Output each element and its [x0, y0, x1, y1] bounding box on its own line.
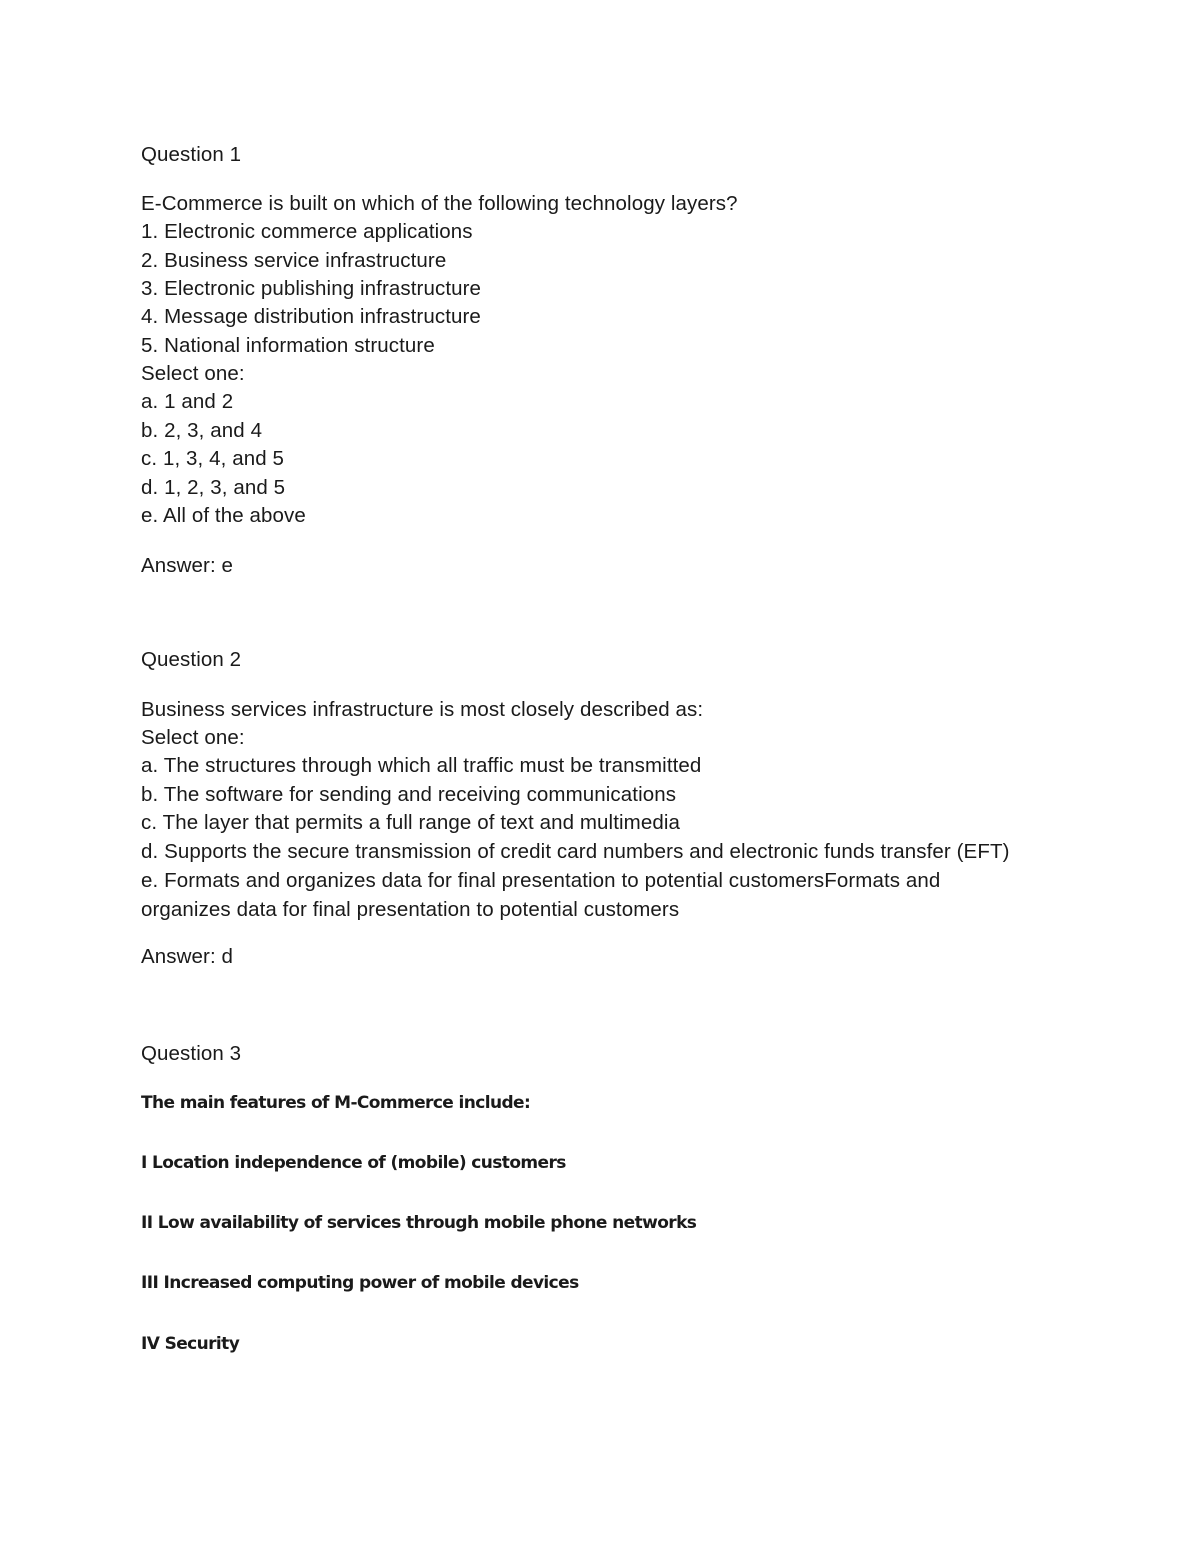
question-2-option: d. Supports the secure transmission of credit card numbers and electronic funds transfer (EFT) — [141, 840, 1010, 863]
question-2-option: e. Formats and organizes data for final presentation to potential customersFormats and — [141, 869, 941, 892]
question-1-answer: Answer: e — [141, 554, 234, 577]
question-1-item: 3. Electronic publishing infrastructure — [141, 277, 482, 300]
question-1-item: 5. National information structure — [141, 334, 435, 357]
question-3-item: II Low availability of services through mobile phone networks — [141, 1213, 697, 1233]
question-3-heading: Question 3 — [141, 1042, 242, 1065]
question-2-select-label: Select one: — [141, 726, 245, 749]
question-2-option: a. The structures through which all traffic must be transmitted — [141, 754, 702, 777]
question-1-option: d. 1, 2, 3, and 5 — [141, 476, 286, 499]
question-1-stem: E-Commerce is built on which of the following technology layers? — [141, 192, 738, 215]
question-2-stem: Business services infrastructure is most closely described as: — [141, 698, 704, 721]
question-1-option: c. 1, 3, 4, and 5 — [141, 447, 285, 470]
question-1-item: 4. Message distribution infrastructure — [141, 305, 481, 328]
question-2-heading: Question 2 — [141, 648, 242, 671]
question-2-option-continuation: organizes data for final presentation to potential customers — [141, 898, 680, 921]
question-3-item: I Location independence of (mobile) customers — [141, 1153, 566, 1173]
question-1-item: 1. Electronic commerce applications — [141, 220, 473, 243]
question-2-answer: Answer: d — [141, 945, 234, 968]
question-3-item: IV Security — [141, 1334, 240, 1354]
question-2-option: c. The layer that permits a full range of text and multimedia — [141, 811, 680, 834]
question-1-select-label: Select one: — [141, 362, 245, 385]
question-1-heading: Question 1 — [141, 143, 242, 166]
question-1-option: a. 1 and 2 — [141, 390, 234, 413]
question-3-stem: The main features of M-Commerce include: — [141, 1093, 531, 1113]
question-3-item: III Increased computing power of mobile devices — [141, 1273, 579, 1293]
question-2-option: b. The software for sending and receiving communications — [141, 783, 677, 806]
question-1-option: b. 2, 3, and 4 — [141, 419, 263, 442]
question-1-item: 2. Business service infrastructure — [141, 249, 447, 272]
question-1-option: e. All of the above — [141, 504, 306, 527]
